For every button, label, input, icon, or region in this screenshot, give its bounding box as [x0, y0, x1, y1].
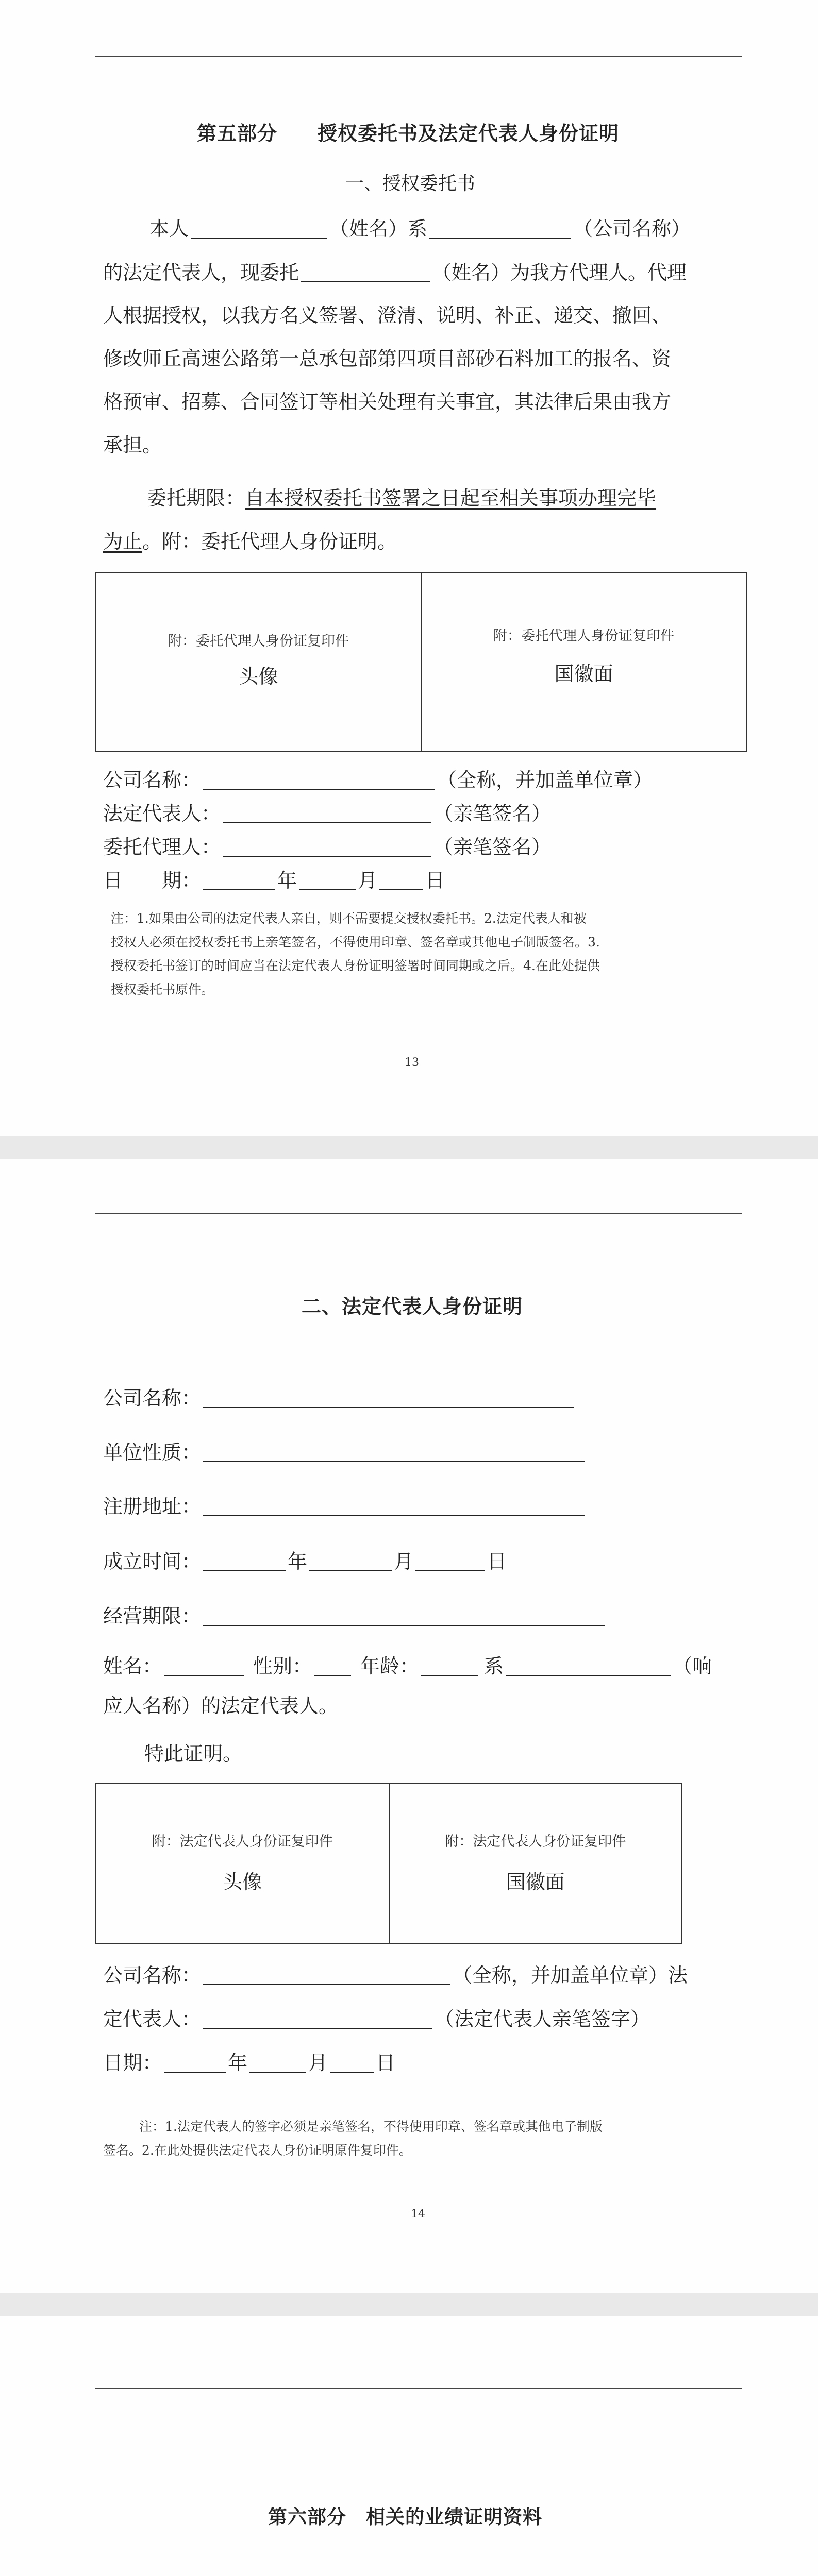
page-14 [0, 1159, 818, 2293]
page13-note: 注：1.如果由公司的法定代表人亲自，则不需要提交授权委托书。2.法定代表人和被 授权人必须在授权委托书上亲笔签名，不得使用印章、签名章或其他电子制版签名。3. 授权委托书签订的时间应当在法定代表人身份证明签署时间同期或之后。4.在此处提供 授权委托书原件。 [111, 911, 600, 997]
page-number: 14 [411, 2208, 425, 2221]
sign-company-blank[interactable] [203, 1967, 450, 1985]
section-five-title: 第五部分 授权委托书及法定代表人身份证明 [197, 122, 620, 145]
date-month-blank[interactable] [299, 872, 356, 890]
name-blank[interactable] [164, 1657, 244, 1676]
certify-line: 特此证明。 [144, 1742, 243, 1765]
sign-company-blank[interactable] [203, 771, 435, 790]
sign-company-line: 公司名称： （全称，并加盖单位章） [103, 769, 653, 791]
founded-line: 成立时间： 年 月 日 [103, 1550, 507, 1573]
body-line-6: 承担。 [103, 434, 162, 456]
agent-name-blank[interactable] [301, 264, 430, 282]
company-line: 公司名称： [103, 1388, 576, 1408]
page-number: 13 [405, 1056, 419, 1069]
legal-rep-id-back-cell: 附：法定代表人身份证复印件 国徽面 [389, 1784, 682, 1943]
gender-blank[interactable] [314, 1657, 351, 1676]
founded-month-blank[interactable] [309, 1553, 392, 1571]
agent-id-front-cell: 附：委托代理人身份证复印件 头像 [168, 633, 349, 688]
sign-date-line: 日期： 年 月 日 [103, 2052, 396, 2074]
term-line-1: 委托期限：自本授权委托书签署之日起至相关事项办理完毕 [147, 487, 657, 510]
body-line-4: 修改师丘高速公路第一总承包部第四项目部砂石料加工的报名、资 [103, 347, 672, 370]
principal-name-blank[interactable] [191, 220, 327, 239]
term-line-2: 为止。附：委托代理人身份证明。 [103, 530, 397, 553]
sign-agent-blank[interactable] [223, 838, 431, 857]
page-15 [0, 2316, 818, 2576]
company-blank[interactable] [203, 1389, 574, 1408]
term-line: 经营期限： [103, 1606, 607, 1626]
founded-year-blank[interactable] [203, 1553, 286, 1571]
header-rule [95, 1213, 742, 1214]
sign-agent-line: 委托代理人： （亲笔签名） [103, 836, 552, 858]
company-name-blank[interactable] [429, 220, 571, 239]
body-line-5: 格预审、招募、合同签订等相关处理有关事宜，其法律后果由我方 [103, 391, 672, 413]
date-year-blank[interactable] [164, 2054, 226, 2073]
section-six-title: 第六部分 相关的业绩证明资料 [268, 2505, 542, 2528]
body-line-1: 本人 （姓名）系 （公司名称） [149, 217, 691, 240]
nature-line: 单位性质： [103, 1443, 587, 1462]
term-blank[interactable] [203, 1607, 605, 1626]
founded-day-blank[interactable] [415, 1553, 485, 1571]
position-blank[interactable] [506, 1657, 671, 1676]
legal-rep-certificate-title: 二、法定代表人身份证明 [302, 1295, 523, 1318]
header-rule [95, 56, 742, 57]
header-rule [95, 2388, 742, 2389]
agent-id-back-cell: 附：委托代理人身份证复印件 国徽面 [421, 573, 746, 751]
nature-blank[interactable] [203, 1444, 585, 1462]
date-day-blank[interactable] [330, 2054, 374, 2073]
term-value: 自本授权委托书签署之日起至相关事项办理完毕 [245, 487, 657, 510]
sign-legal-blank[interactable] [203, 2010, 432, 2029]
page14-note: 注：1.法定代表人的签字必须是亲笔签名，不得使用印章、签名章或其他电子制版 签名。2.在此处提供法定代表人身份证明原件复印件。 [103, 2119, 603, 2158]
power-of-attorney-heading: 一、授权委托书 [345, 173, 476, 194]
body-line-3: 人根据授权，以我方名义签署、澄清、说明、补正、递交、撤回、 [103, 304, 672, 327]
address-line: 注册地址： [103, 1497, 587, 1516]
respondent-line: 应人名称）的法定代表人。 [103, 1694, 339, 1717]
sign-legal-line: 定代表人： （法定代表人亲笔签字） [103, 2008, 650, 2030]
page-13 [0, 0, 818, 1136]
name-gender-line: 姓名： 性别： 年龄： 系 （响 [103, 1655, 712, 1677]
sign-date-line: 日 期： 年 月 日 [103, 869, 445, 892]
body-line-2: 的法定代表人，现委托 （姓名）为我方代理人。代理 [103, 261, 687, 284]
agent-id-copy-box [95, 572, 747, 752]
age-blank[interactable] [421, 1657, 478, 1676]
address-blank[interactable] [203, 1498, 585, 1516]
sign-company-line: 公司名称： （全称，并加盖单位章）法 [103, 1964, 688, 1987]
sign-legal-line: 法定代表人： （亲笔签名） [103, 802, 552, 825]
date-year-blank[interactable] [203, 872, 275, 890]
sign-legal-blank[interactable] [223, 805, 431, 823]
legal-rep-id-front-cell: 附：法定代表人身份证复印件 头像 [152, 1834, 333, 1893]
legal-rep-id-copy-box [95, 1783, 682, 1944]
date-day-blank[interactable] [379, 872, 423, 890]
date-month-blank[interactable] [249, 2054, 306, 2073]
